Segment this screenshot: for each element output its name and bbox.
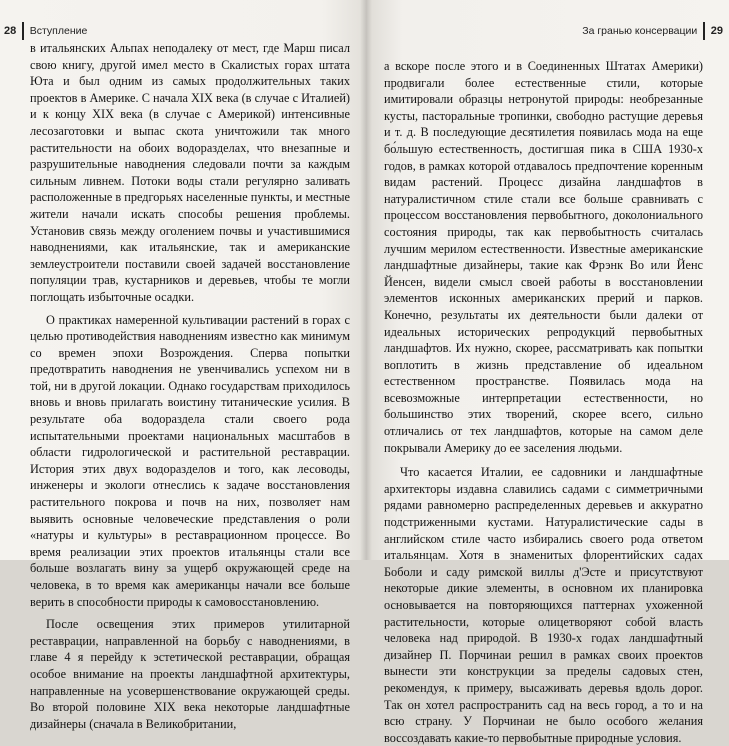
section-title: Вступление	[29, 25, 88, 37]
section-title: За гранью консервации	[582, 25, 698, 37]
left-page	[0, 0, 366, 731]
paragraph: в итальянских Альпах неподалеку от мест, где Марш писал свою книгу, другой имел место в Скалистых горах штата Юта и был одним из самых продолжительных таких проектов в Америке. С начала XIX века (в случае с Италией) и к концу XIX века (в случае с Америкой) интенсивные лесозаготовки и выпас скота уничтожили так много растительности на обоих водоразделах, что внезапные и разрушительные наводнения следовали почти за каждым сильным ливнем. Потоки воды стали регулярно заливать расположенные в предгорьях населенные пункты, и местные жители начали искать способы решения проблемы. Установив связь между оголением почвы и участившимися наводнениями, как итальянские, так и американские землеустроители поставили своей задачей восстановление популяции трав, кустарников и деревьев, чтобы те могли поглощать избыточные осадки.	[30, 41, 350, 304]
page-number: 29	[710, 25, 723, 37]
header-rule	[22, 22, 24, 40]
paragraph: После освещения этих примеров утилитарной реставрации, направленной на борьбу с наводнениями, в главе 4 я перейду к эстетической реставрации, обращая особое внимание на проекты ландшафтной архитектуры, направленные на усовершенствование окружающей среды. Во второй половине XIX века некоторые ландшафтные дизайнеры (сначала в Великобритании,	[30, 617, 350, 731]
header-rule	[703, 22, 705, 40]
left-running-head	[4, 22, 87, 40]
right-body-text	[384, 58, 703, 746]
right-running-head	[582, 22, 723, 40]
paragraph: а вскоре после этого и в Соединенных Штатах Америки) продвигали более естественные стили, которые имитировали образцы нетронутой природы: необрезанные кусты, пасторальные тропинки, свободно растущие деревья и т. д. В последующие десятилетия появилась мода на еще бо́льшую естественность, достигшая пика в США 1930-х годов, в рамках которой отдавалось предпочтение коренным видам растений. Процесс дизайна ландшафтов в натуралистичном стиле стали все больше сравнивать с процессом восстановления первобытного, доколониального состояния природы, так как первобытность считалась лучшим мерилом естественности. Известные американские ландшафтные дизайнеры, такие как Фрэнк Во или Йенс Йенсен, видели смысл своей работы в восстановлении элементов исконных американских прерий и парков. Конечно, результаты их деятельности были далеки от идеальных исторических репродукций первобытных ландшафтов. Их нужно, скорее, рассматривать как попытки воплотить в жизнь представление об идеальном естественном пространстве. Появилась мода на всевозможные интерпретации естественности, но большинство этих творений, скорее всего, сильно отличались от тех ландшафтов, которые на самом деле покрывали Америку до ее заселения людьми.	[384, 59, 703, 455]
right-page	[366, 0, 729, 745]
paragraph: Что касается Италии, ее садовники и ландшафтные архитекторы издавна славились садами с симметричными рядами равномерно распределенных деревьев и аккуратно подстриженными кустами. Натуралистические сады в английском стиле часто избирались своего рода ответом итальянцам. Хотя в знаменитых флорентийских садах Боболи и саду римской виллы д'Эсте и присутствуют некоторые дикие элементы, в основном их планировка основывается на повторяющихся паттернах ухоженной растительности, которые олицетворяют собой власть человека над природой. В 1930-х годах ландшафтный дизайнер П. Порчинаи решил в рамках своих проектов вынести эти конструкции за пределы садовых стен, рекомендуя, к примеру, высаживать деревья вдоль дорог. Так он хотел распространить сад на весь город, а то и на всю страну. У Порчинаи не было особого желания воссоздавать какие-то первобытные природные условия.	[384, 465, 703, 745]
page-number: 28	[4, 25, 17, 37]
left-body-text	[30, 40, 350, 732]
paragraph: О практиках намеренной культивации растений в горах с целью противодействия наводнениям известно как минимум со времен эпохи Возрождения. Сперва попытки предотвратить наводнения не увенчивались успехом ни в той, ни в другой локации. Однако государствам приходилось вновь и вновь прилагать воистину титанические усилия. В результате оба водораздела стали своего рода испытательными проектами национальных масштабов в области гидрологической и растительной реставрации. История этих двух водоразделов и того, как лесоводы, инженеры и экологи отнеслись к задаче восстановления растительного покрова и почв на них, позволяет нам выявить основные человеческие представления о роли «натуры и культуры» в реставрационном процессе. Во время реализации этих проектов итальянцы стали все больше возлагать вину за ущерб окружающей среде на человека, в то время как американцы начали все больше верить в способности природы к самовосстановлению.	[30, 312, 350, 609]
